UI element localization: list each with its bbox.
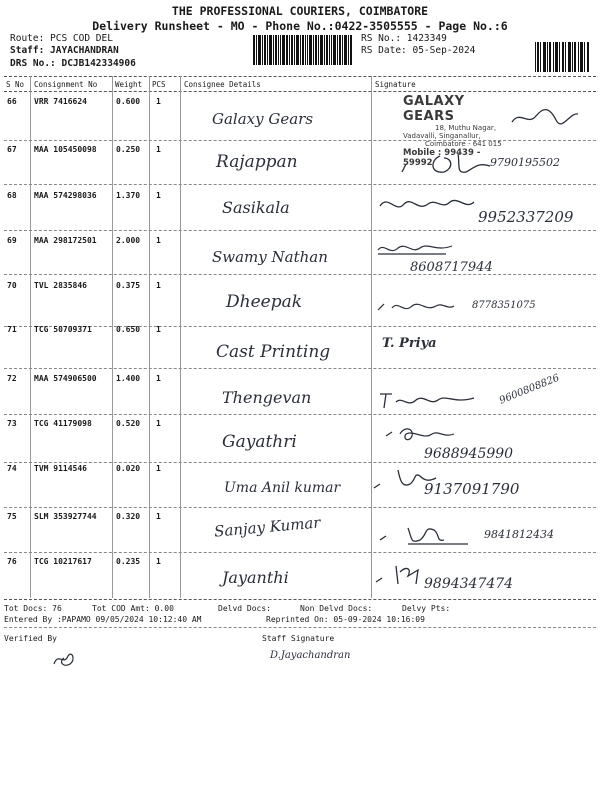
row-pcs: 1 — [156, 557, 161, 566]
signature-phone: 9137091790 — [424, 480, 520, 498]
footer-rule — [4, 627, 596, 628]
entered-by: Entered By :PAPAMO 09/05/2024 10:12:40 AM — [4, 615, 202, 624]
total-docs: Tot Docs: 76 — [4, 604, 62, 613]
signature-scribble — [376, 238, 456, 258]
table-bottom-rule — [4, 599, 596, 600]
signature-phone: 9841812434 — [484, 528, 554, 541]
col-header-consignment: Consignment No — [34, 80, 98, 89]
drs-label: DRS No.: DCJB142334906 — [10, 58, 136, 69]
row-divider — [4, 462, 596, 463]
row-pcs: 1 — [156, 281, 161, 290]
signature-phone: 9600808826 — [497, 372, 562, 407]
row-pcs: 1 — [156, 236, 161, 245]
row-weight: 0.020 — [116, 464, 141, 473]
company-title: THE PROFESSIONAL COURIERS, COIMBATORE — [171, 4, 429, 18]
row-sno: 70 — [7, 281, 17, 290]
barcode-image — [253, 35, 353, 65]
route-label: Route: PCS COD DEL — [10, 33, 113, 44]
row-pcs: 1 — [156, 374, 161, 383]
signature-scribble — [378, 192, 478, 216]
row-consignment: MAA 298172501 — [34, 236, 97, 245]
row-consignment: TVM 9114546 — [34, 464, 87, 473]
row-sno: 67 — [7, 145, 17, 154]
col-header-weight: Weight — [115, 80, 143, 89]
row-pcs: 1 — [156, 464, 161, 473]
row-sno: 71 — [7, 325, 17, 334]
row-consignee: Rajappan — [216, 152, 298, 172]
stamp-address-line: Vadavalli, Singanallur, — [403, 132, 481, 140]
signature-phone: 9688945990 — [424, 446, 514, 462]
table-header-rule — [4, 91, 596, 92]
row-divider — [4, 230, 596, 231]
page-barcode-image — [535, 42, 591, 72]
row-weight: 0.250 — [116, 145, 141, 154]
row-weight: 0.650 — [116, 325, 141, 334]
signature-phone: 8778351075 — [472, 300, 536, 311]
stamp-address-line: Coimbatore - 641 015 — [425, 140, 502, 148]
total-cod-amount: Tot COD Amt: 0.00 — [92, 604, 174, 613]
row-consignee: Sasikala — [222, 198, 290, 217]
row-consignee: Gayathri — [222, 432, 297, 452]
row-consignment: MAA 105450098 — [34, 145, 97, 154]
row-weight: 2.000 — [116, 236, 141, 245]
row-weight: 1.370 — [116, 191, 141, 200]
row-pcs: 1 — [156, 325, 161, 334]
stamp-name: GALAXY GEARS — [403, 94, 465, 124]
reprinted-on: Reprinted On: 05-09-2024 10:16:09 — [266, 615, 425, 624]
row-pcs: 1 — [156, 419, 161, 428]
staff-label: Staff: JAYACHANDRAN — [10, 45, 119, 56]
col-header-signature: Signature — [375, 80, 416, 89]
signature-scribble — [400, 150, 500, 180]
col-divider — [112, 76, 113, 598]
row-consignee: Swamy Nathan — [212, 248, 328, 266]
runsheet-subtitle: Delivery Runsheet - MO - Phone No.:0422-3505555 - Page No.:6 — [92, 19, 508, 33]
row-divider — [4, 507, 596, 508]
row-consignee: Dheepak — [226, 292, 303, 312]
row-consignment: TVL 2835846 — [34, 281, 87, 290]
row-sno: 68 — [7, 191, 17, 200]
row-consignee: Thengevan — [222, 388, 312, 407]
row-divider — [4, 274, 596, 275]
staff-signature-label: Staff Signature — [262, 634, 335, 643]
row-consignee: Galaxy Gears — [212, 110, 314, 128]
col-divider — [180, 76, 181, 598]
col-divider — [149, 76, 150, 598]
col-header-pcs: PCS — [152, 80, 166, 89]
signature-phone: 9790195502 — [490, 156, 560, 169]
row-consignee: Sanjay Kumar — [213, 513, 322, 541]
row-pcs: 1 — [156, 191, 161, 200]
col-divider — [30, 76, 31, 598]
row-divider — [4, 414, 596, 415]
signature-scribble — [384, 424, 464, 444]
row-consignee: Jayanthi — [222, 568, 289, 587]
row-consignment: TCG 10217617 — [34, 557, 92, 566]
row-weight: 0.375 — [116, 281, 141, 290]
row-pcs: 1 — [156, 145, 161, 154]
row-weight: 0.600 — [116, 97, 141, 106]
row-sno: 74 — [7, 464, 17, 473]
row-divider — [4, 552, 596, 553]
row-sno: 66 — [7, 97, 17, 106]
signature-scribble — [372, 562, 432, 590]
signature-scribble — [510, 106, 580, 128]
row-weight: 1.400 — [116, 374, 141, 383]
signature-scribble — [376, 298, 456, 316]
row-consignment: VRR 7416624 — [34, 97, 87, 106]
row-consignment: TCG 41179098 — [34, 419, 92, 428]
delivered-docs: Delvd Docs: — [218, 604, 271, 613]
col-header-sno: S No — [6, 80, 25, 89]
row-weight: 0.520 — [116, 419, 141, 428]
delivery-points: Delvy Pts: — [402, 604, 451, 613]
row-weight: 0.235 — [116, 557, 141, 566]
signature-phone: 9894347474 — [424, 576, 514, 592]
signature-scribble — [378, 388, 478, 412]
verified-by-label: Verified By — [4, 634, 57, 643]
row-consignee: Cast Printing — [216, 342, 331, 362]
rs-number: RS No.: 1423349 — [361, 33, 447, 44]
signature-scribble — [378, 522, 478, 548]
col-divider — [371, 76, 372, 598]
rs-date: RS Date: 05-Sep-2024 — [361, 45, 476, 56]
signature-phone: 8608717944 — [410, 260, 493, 275]
row-weight: 0.320 — [116, 512, 141, 521]
row-consignee: Uma Anil kumar — [224, 480, 341, 496]
row-sno: 75 — [7, 512, 17, 521]
non-delivered-docs: Non Delvd Docs: — [300, 604, 373, 613]
row-consignment: MAA 574298036 — [34, 191, 97, 200]
row-pcs: 1 — [156, 512, 161, 521]
col-header-consignee: Consignee Details — [184, 80, 261, 89]
stamp-address-line: 18, Muthu Nagar, — [435, 124, 497, 132]
row-sno: 73 — [7, 419, 17, 428]
row-sno: 76 — [7, 557, 17, 566]
table-top-rule — [4, 76, 596, 77]
verifier-signature-scribble — [50, 648, 80, 670]
row-divider — [4, 326, 596, 327]
stamp-mobile: Mobile : 99439 - 59992 — [403, 148, 481, 168]
row-divider — [4, 184, 596, 185]
row-sno: 72 — [7, 374, 17, 383]
row-consignment: SLM 353927744 — [34, 512, 97, 521]
row-consignment: TCG 50709371 — [34, 325, 92, 334]
row-divider — [4, 368, 596, 369]
signature-phone: 9952337209 — [478, 208, 574, 226]
staff-signature: D.Jayachandran — [270, 650, 351, 661]
signature-name: T. Priya — [382, 336, 437, 351]
row-divider — [4, 140, 596, 141]
row-pcs: 1 — [156, 97, 161, 106]
company-stamp — [403, 94, 503, 168]
row-consignment: MAA 574906500 — [34, 374, 97, 383]
row-sno: 69 — [7, 236, 17, 245]
